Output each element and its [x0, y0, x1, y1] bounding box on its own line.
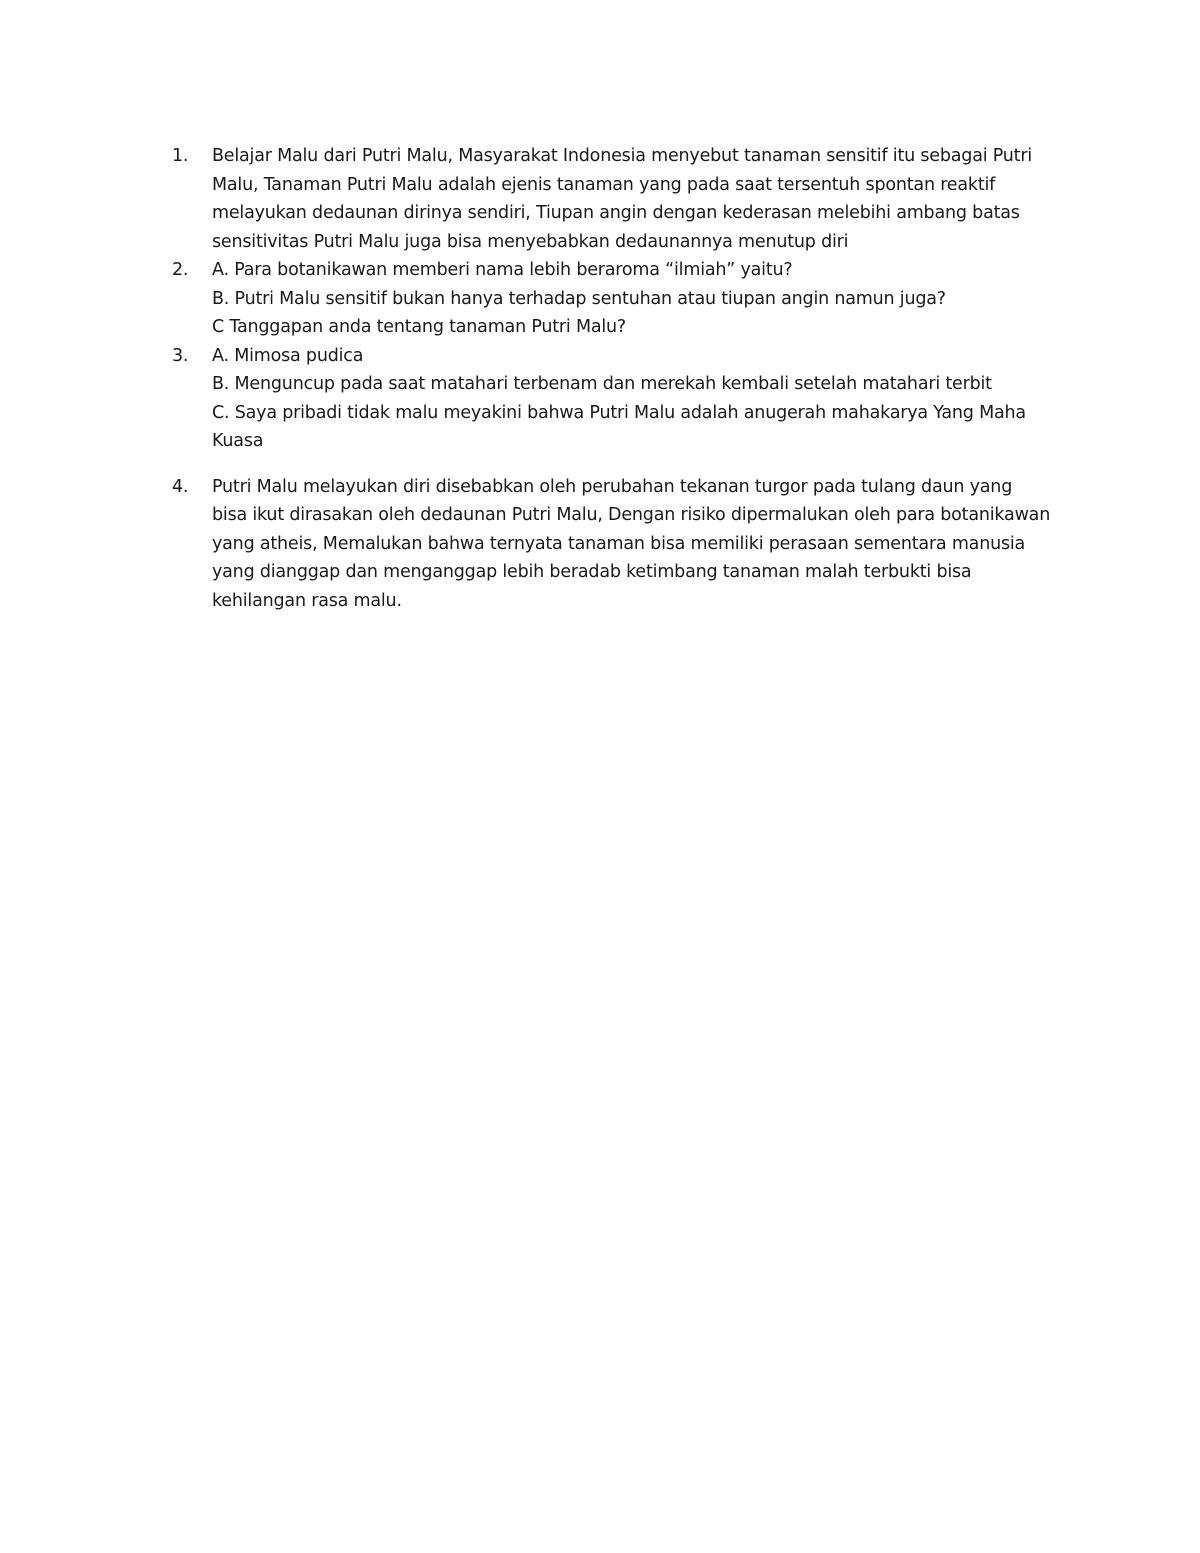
item-number: 1.	[172, 146, 189, 166]
answer-line-b: B. Putri Malu sensitif bukan hanya terhadap sentuhan atau tiupan angin namun juga?	[212, 288, 946, 309]
item-number: 4.	[172, 476, 189, 497]
item-number: 3.	[172, 345, 189, 366]
item-body	[212, 256, 1052, 342]
numbered-list	[172, 142, 1052, 615]
answer-line-a: A. Mimosa pudica	[212, 345, 364, 366]
list-item	[172, 473, 1052, 616]
answer-line-a: A. Para botanikawan memberi nama lebih beraroma “ilmiah” yaitu?	[212, 260, 793, 280]
list-item	[172, 342, 1052, 456]
item-text: Belajar Malu dari Putri Malu, Masyarakat Indonesia menyebut tanaman sensitif itu sebagai Putri Malu, Tanaman Putri Malu adalah ejenis tanaman yang pada saat tersentuh spontan reaktif melayukan dedaunan dirinya sendiri, Tiupan angin dengan kederasan melebihi ambang batas sensitivitas Putri Malu juga bisa menyebabkan dedaunannya menutup diri	[212, 146, 1033, 252]
answer-line-c: C Tanggapan anda tentang tanaman Putri Malu?	[212, 317, 627, 337]
item-number: 2.	[172, 260, 189, 280]
list-item	[172, 142, 1052, 256]
list-item	[172, 256, 1052, 342]
item-text: Putri Malu melayukan diri disebabkan oleh perubahan tekanan turgor pada tulang daun yang bisa ikut dirasakan oleh dedaunan Putri Malu, Dengan risiko dipermalukan oleh para botanikawan yang atheis, Memalukan bahwa ternyata tanaman bisa memiliki perasaan sementara manusia yang dianggap dan menganggap lebih beradab ketimbang tanaman malah terbukti bisa kehilangan rasa malu.	[212, 476, 1051, 611]
item-body	[212, 342, 1052, 456]
answer-line-c: C. Saya pribadi tidak malu meyakini bahwa Putri Malu adalah anugerah mahakarya Yang Maha Kuasa	[212, 402, 1026, 451]
answer-line-b: B. Menguncup pada saat matahari terbenam dan merekah kembali setelah matahari terbit	[212, 374, 992, 394]
